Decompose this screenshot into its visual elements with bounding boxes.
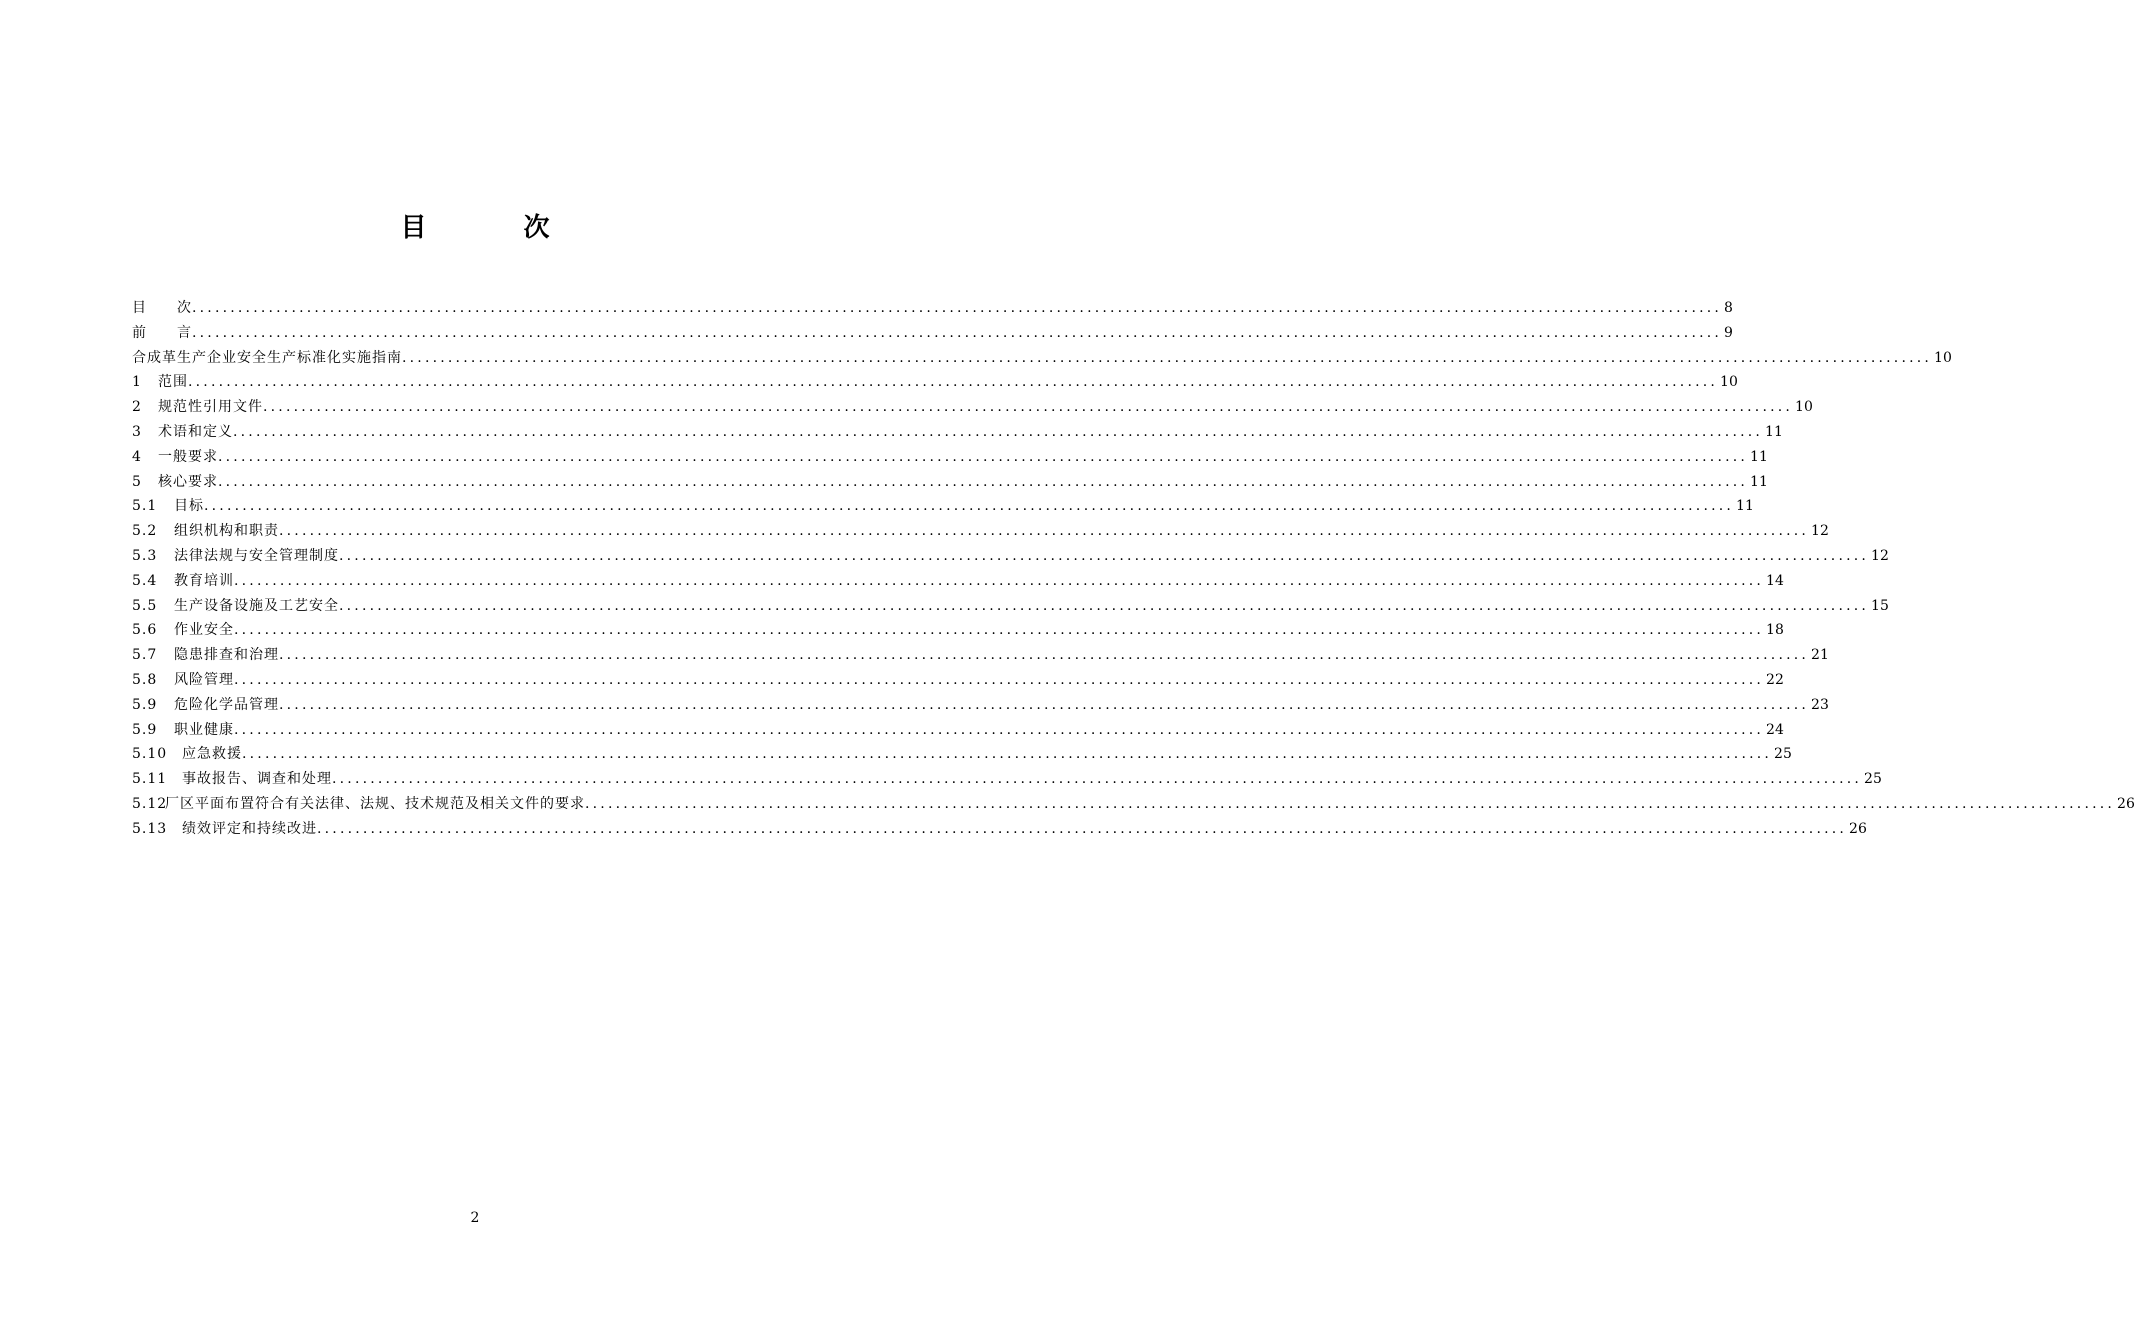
toc-entry-page: 14 [1766, 572, 1784, 589]
toc-entry-page: 24 [1766, 721, 1784, 738]
toc-entry-label: 职业健康 [174, 721, 234, 738]
toc-entry[interactable] [132, 742, 1792, 767]
toc-entry-page: 11 [1750, 473, 1768, 490]
toc-entry-label: 法律法规与安全管理制度 [174, 547, 339, 564]
toc-entry-page: 21 [1811, 647, 1829, 664]
toc-entry-page: 9 [1724, 324, 1733, 341]
toc-entry-page: 26 [2117, 795, 2135, 812]
toc-dot-leader: ........................................................................................................................................................................................................ [192, 324, 1723, 341]
toc-entry-number: 2 [132, 399, 142, 416]
toc-entry-number: 5.1 [132, 498, 158, 515]
toc-dot-leader: ........................................................................................................................................................................................................ [332, 771, 1863, 788]
toc-entry-page: 10 [1934, 349, 1952, 366]
toc-entry[interactable] [132, 544, 1889, 569]
toc-entry-page: 25 [1774, 746, 1792, 763]
toc-dot-leader: ........................................................................................................................................................................................................ [218, 448, 1749, 465]
toc-entry[interactable] [132, 395, 1813, 420]
toc-entry-number: 5 [132, 473, 142, 490]
toc-dot-leader: ........................................................................................................................................................................................................ [279, 696, 1810, 713]
toc-dot-leader: ........................................................................................................................................................................................................ [234, 572, 1765, 589]
toc-dot-leader: ........................................................................................................................................................................................................ [339, 597, 1870, 614]
toc-entry-page: 11 [1736, 498, 1754, 515]
toc-entry-label: 绩效评定和持续改进 [182, 820, 317, 837]
toc-entry[interactable] [132, 321, 1733, 346]
toc-entry-number: 5.8 [132, 671, 158, 688]
toc-entry[interactable] [132, 519, 1829, 544]
toc-entry-label: 组织机构和职责 [174, 523, 279, 540]
page-number: 2 [470, 1210, 480, 1226]
toc-entry-page: 18 [1766, 622, 1784, 639]
toc-entry[interactable] [132, 494, 1754, 519]
toc-entry-label: 范围 [158, 374, 188, 391]
toc-dot-leader: ........................................................................................................................................................................................................ [402, 349, 1933, 366]
toc-dot-leader: ........................................................................................................................................................................................................ [204, 498, 1735, 515]
toc-entry-page: 23 [1811, 696, 1829, 713]
toc-entry-number: 5.13 [132, 820, 168, 837]
toc-entry-label: 事故报告、调查和处理 [182, 771, 332, 788]
toc-entry[interactable] [132, 420, 1783, 445]
toc-entry-label: 一般要求 [158, 448, 218, 465]
toc-entry-number: 5.9 [132, 721, 158, 738]
toc-entry[interactable] [132, 346, 1952, 371]
toc-entry-label: 危险化学品管理 [174, 696, 279, 713]
toc-entry-page: 22 [1766, 671, 1784, 688]
toc-entry-label: 厂区平面布置符合有关法律、法规、技术规范及相关文件的要求 [165, 795, 585, 812]
toc-entry-page: 8 [1724, 300, 1733, 316]
toc-entry-number: 5.12 [132, 795, 168, 812]
toc-entry-label: 合成革生产企业安全生产标准化实施指南 [132, 349, 402, 366]
toc-dot-leader: ........................................................................................................................................................................................................ [233, 423, 1764, 440]
toc-entry-page: 10 [1720, 374, 1738, 391]
toc-entry[interactable] [132, 643, 1829, 668]
toc-entry-page: 11 [1765, 423, 1783, 440]
toc-entry[interactable] [132, 594, 1889, 619]
toc-entry-number: 4 [132, 448, 142, 465]
toc-entry[interactable] [132, 668, 1784, 693]
toc-dot-leader: ........................................................................................................................................................................................................ [339, 547, 1870, 564]
toc-dot-leader: ........................................................................................................................................................................................................ [263, 399, 1794, 416]
toc-dot-leader: ........................................................................................................................................................................................................ [234, 721, 1765, 738]
toc-entry-page: 12 [1871, 547, 1889, 564]
toc-entry-label: 应急救援 [182, 746, 242, 763]
toc-entry[interactable] [132, 370, 1738, 395]
toc-entry-number: 5.9 [132, 696, 158, 713]
toc-dot-leader: ........................................................................................................................................................................................................ [234, 622, 1765, 639]
toc-entry-label: 前 言 [132, 324, 192, 341]
toc-dot-leader: ........................................................................................................................................................................................................ [279, 523, 1810, 540]
toc-entry-number: 5.2 [132, 523, 158, 540]
toc-entry-page: 15 [1871, 597, 1889, 614]
toc-entry[interactable] [132, 792, 2135, 817]
toc-dot-leader: ........................................................................................................................................................................................................ [188, 374, 1719, 391]
toc-dot-leader: ........................................................................................................................................................................................................ [585, 795, 2116, 812]
toc-entry-page: 10 [1795, 399, 1813, 416]
toc-entry-page: 11 [1750, 448, 1768, 465]
toc-dot-leader: ........................................................................................................................................................................................................ [317, 820, 1848, 837]
toc-entry-label: 术语和定义 [158, 423, 233, 440]
toc-entry[interactable] [132, 718, 1784, 743]
toc-entry-label: 作业安全 [174, 622, 234, 639]
toc-entry[interactable] [132, 296, 1733, 321]
toc-entry-number: 3 [132, 423, 142, 440]
toc-entry[interactable] [132, 767, 1882, 792]
toc-entry-label: 生产设备设施及工艺安全 [174, 597, 339, 614]
toc-entry-label: 目标 [174, 498, 204, 515]
toc-dot-leader: ........................................................................................................................................................................................................ [192, 300, 1723, 316]
toc-entry-number: 5.6 [132, 622, 158, 639]
page-title: 目 次 [400, 213, 594, 243]
toc-entry-number: 1 [132, 374, 142, 391]
toc-entry-number: 5.3 [132, 547, 158, 564]
toc-entry-label: 规范性引用文件 [158, 399, 263, 416]
toc-entry-label: 教育培训 [174, 572, 234, 589]
toc-entry-label: 隐患排查和治理 [174, 647, 279, 664]
toc-entry[interactable] [132, 569, 1784, 594]
toc-entry[interactable] [132, 445, 1768, 470]
toc-entry-label: 风险管理 [174, 671, 234, 688]
toc-entry-page: 26 [1849, 820, 1867, 837]
toc-entry-page: 12 [1811, 523, 1829, 540]
toc-dot-leader: ........................................................................................................................................................................................................ [279, 647, 1810, 664]
toc-entry[interactable] [132, 817, 1867, 842]
toc-entry-number: 5.11 [132, 771, 168, 788]
toc-entry-number: 5.10 [132, 746, 168, 763]
toc-entry-label: 核心要求 [158, 473, 218, 490]
toc-entry[interactable] [132, 618, 1784, 643]
toc-dot-leader: ........................................................................................................................................................................................................ [234, 671, 1765, 688]
table-of-contents [132, 296, 2135, 842]
toc-dot-leader: ........................................................................................................................................................................................................ [218, 473, 1749, 490]
toc-entry-number: 5.4 [132, 572, 158, 589]
toc-entry[interactable] [132, 470, 1768, 495]
toc-entry[interactable] [132, 693, 1829, 718]
toc-dot-leader: ........................................................................................................................................................................................................ [242, 746, 1773, 763]
toc-entry-number: 5.7 [132, 647, 158, 664]
toc-entry-label: 目 次 [132, 300, 192, 316]
toc-entry-page: 25 [1864, 771, 1882, 788]
toc-entry-number: 5.5 [132, 597, 158, 614]
